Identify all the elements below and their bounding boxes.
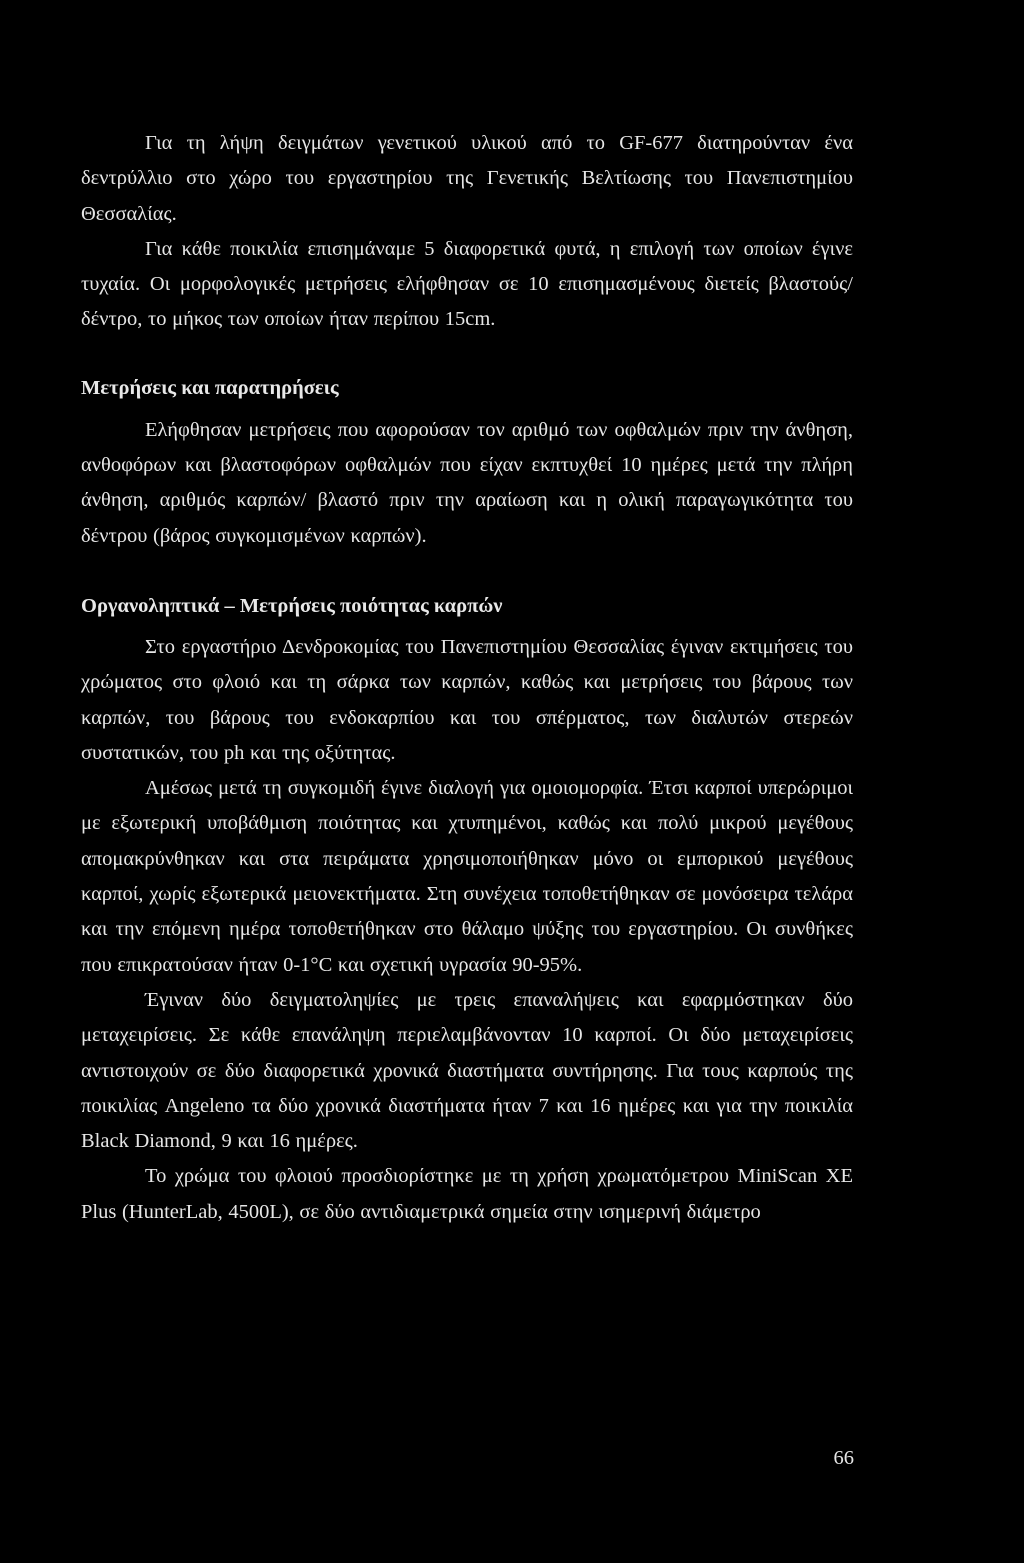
intro-paragraph-1: Για τη λήψη δειγμάτων γενετικού υλικού από το GF-677 διατηρούνταν ένα δεντρύλλιο στο χώρο του εργαστηρίου της Γενετικής Βελτίωσης του Πανεπιστημίου Θεσσαλίας.: [81, 132, 853, 225]
quality-paragraph-1: Στο εργαστήριο Δενδροκομίας του Πανεπιστημίου Θεσσαλίας έγιναν εκτιμήσεις του χρώματος στο φλοιό και τη σάρκα των καρπών, καθώς και μετρήσεις του βάρους των καρπών, του βάρους του ενδοκαρπίου και του σπέρματος, των διαλυτών στερεών συστατικών, του ph και της οξύτητας.: [81, 635, 853, 764]
section-heading-measurements: Μετρήσεις και παρατηρήσεις: [81, 376, 339, 399]
quality-paragraph-4: Το χρώμα του φλοιού προσδιορίστηκε με τη χρήση χρωματόμετρου MiniScan XE Plus (HunterLab, 4500L), σε δύο αντιδιαμετρικά σημεία στην ισημερινή διάμετρο: [81, 1165, 853, 1223]
section-heading-quality: Οργανοληπτικά – Μετρήσεις ποιότητας καρπών: [81, 594, 503, 617]
intro-paragraph-2: Για κάθε ποικιλία επισημάναμε 5 διαφορετικά φυτά, η επιλογή των οποίων έγινε τυχαία. Οι μορφολογικές μετρήσεις ελήφθησαν σε 10 επισημασμένους διετείς βλαστούς/ δέντρο, το μήκος των οποίων ήταν περίπου 15cm.: [81, 237, 853, 331]
quality-paragraph-3: Έγιναν δύο δειγματοληψίες με τρεις επαναλήψεις και εφαρμόστηκαν δύο μεταχειρίσεις. Σε κάθε επανάληψη περιελαμβάνονταν 10 καρποί. Οι δύο μεταχειρίσεις αντιστοιχούν σε δύο διαφορετικά χρονικά διαστήματα συντήρησης. Για τους καρπούς της ποικιλίας Angeleno τα δύο χρονικά διαστήματα ήταν 7 και 16 ημέρες και για την ποικιλία Black Diamond, 9 και 16 ημέρες.: [81, 988, 853, 1153]
measurements-paragraph: Ελήφθησαν μετρήσεις που αφορούσαν τον αριθμό των οφθαλμών πριν την άνθηση, ανθοφόρων και βλαστοφόρων οφθαλμών που είχαν εκπτυχθεί 10 ημέρες μετά την πλήρη άνθηση, αριθμός καρπών/ βλαστό πριν την αραίωση και η ολική παραγωγικότητα του δέντρου (βάρος συγκομισμένων καρπών).: [81, 418, 853, 547]
document-page: [81, 126, 853, 1230]
quality-paragraph-2: Αμέσως μετά τη συγκομιδή έγινε διαλογή για ομοιομορφία. Έτσι καρποί υπερώριμοι με εξωτερική υποβάθμιση ποιότητας και χτυπημένοι, καθώς και πολύ μικρού μεγέθους απομακρύνθηκαν και στα πειράματα χρησιμοποιήθηκαν μόνο οι εμπορικού μεγέθους καρποί, χωρίς εξωτερικά μειονεκτήματα. Στη συνέχεια τοποθετήθηκαν σε μονόσειρα τελάρα και την επόμενη ημέρα τοποθετήθηκαν στο θάλαμο ψύξης του εργαστηρίου. Οι συνθήκες που επικρατούσαν ήταν 0-1°C και σχετική υγρασία 90-95%.: [81, 777, 853, 976]
page-number: 66: [833, 1447, 854, 1469]
